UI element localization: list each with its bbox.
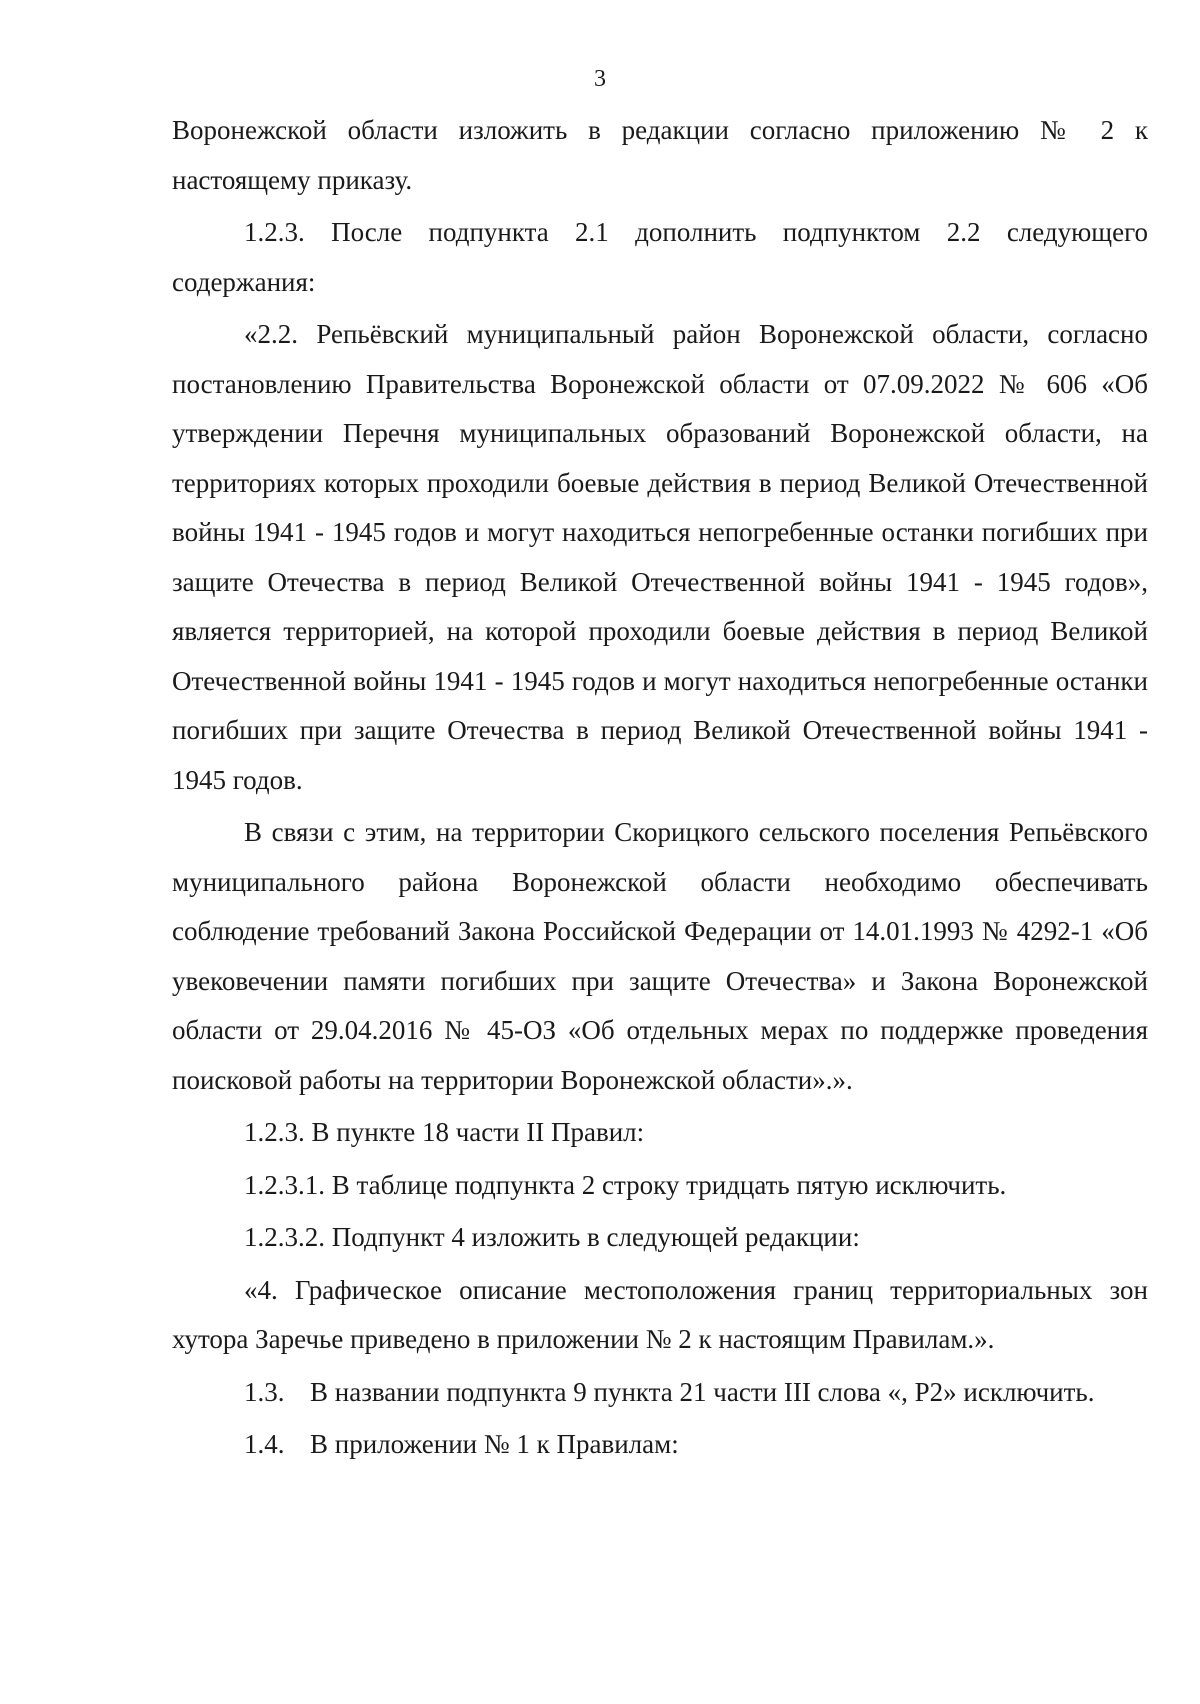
paragraph-1-3 [172, 1368, 1148, 1418]
paragraph-1-2-3-point-18: 1.2.3. В пункте 18 части II Правил: [244, 1117, 645, 1147]
item-label-1-3: 1.3. [244, 1376, 285, 1407]
page-number: 3 [594, 66, 606, 92]
paragraph-1-2-3-2: 1.2.3.2. Подпункт 4 изложить в следующей редакции: [244, 1222, 860, 1252]
paragraph-continuation: Воронежской области изложить в редакции согласно приложению № 2 к настоящему приказу. [172, 115, 1148, 195]
paragraph-1-2-3-1: 1.2.3.1. В таблице подпункта 2 строку тридцать пятую исключить. [244, 1169, 1007, 1200]
item-label-1-4: 1.4. [244, 1429, 285, 1459]
paragraph-1-3-text: В названии подпункта 9 пункта 21 части III слова «, Р2» исключить. [310, 1376, 1095, 1407]
paragraph-1-4-text: В приложении № 1 к Правилам: [310, 1429, 679, 1459]
document-body [172, 106, 1148, 1470]
paragraph-quote-2-2: «2.2. Репьёвский муниципальный район Воронежской области, согласно постановлению Правительства Воронежской области от 07.09.2022 № 606 «Об утверждении Перечня муниципальных образований Воронежской области, на территориях которых проходили боевые действия в период Великой Отечественной войны 1941 - 1945 годов и могут находиться непогребенные останки погибших при защите Отечества в период Великой Отечественной войны 1941 - 1945 годов», является территорией, на которой проходили боевые действия в период Великой Отечественной войны 1941 - 1945 годов и могут находиться непогребенные останки погибших при защите Отечества в период Великой Отечественной войны 1941 - 1945 годов. [172, 319, 1148, 795]
paragraph-1-4 [172, 1420, 1148, 1470]
paragraph-in-connection: В связи с этим, на территории Скорицкого сельского поселения Репьёвского муниципального района Воронежской области необходимо обеспечивать соблюдение требований Закона Российской Федерации от 14.01.1993 № 4292-1 «Об увековечении памяти погибших при защите Отечества» и Закона Воронежской области от 29.04.2016 № 45-ОЗ «Об отдельных мерах по поддержке проведения поисковой работы на территории Воронежской области».». [172, 817, 1148, 1095]
paragraph-quote-4: «4. Графическое описание местоположения границ территориальных зон хутора Заречье приведено в приложении № 2 к настоящим Правилам.». [172, 1274, 1148, 1354]
paragraph-1-2-3: 1.2.3. После подпункта 2.1 дополнить подпунктом 2.2 следующего содержания: [172, 217, 1148, 297]
